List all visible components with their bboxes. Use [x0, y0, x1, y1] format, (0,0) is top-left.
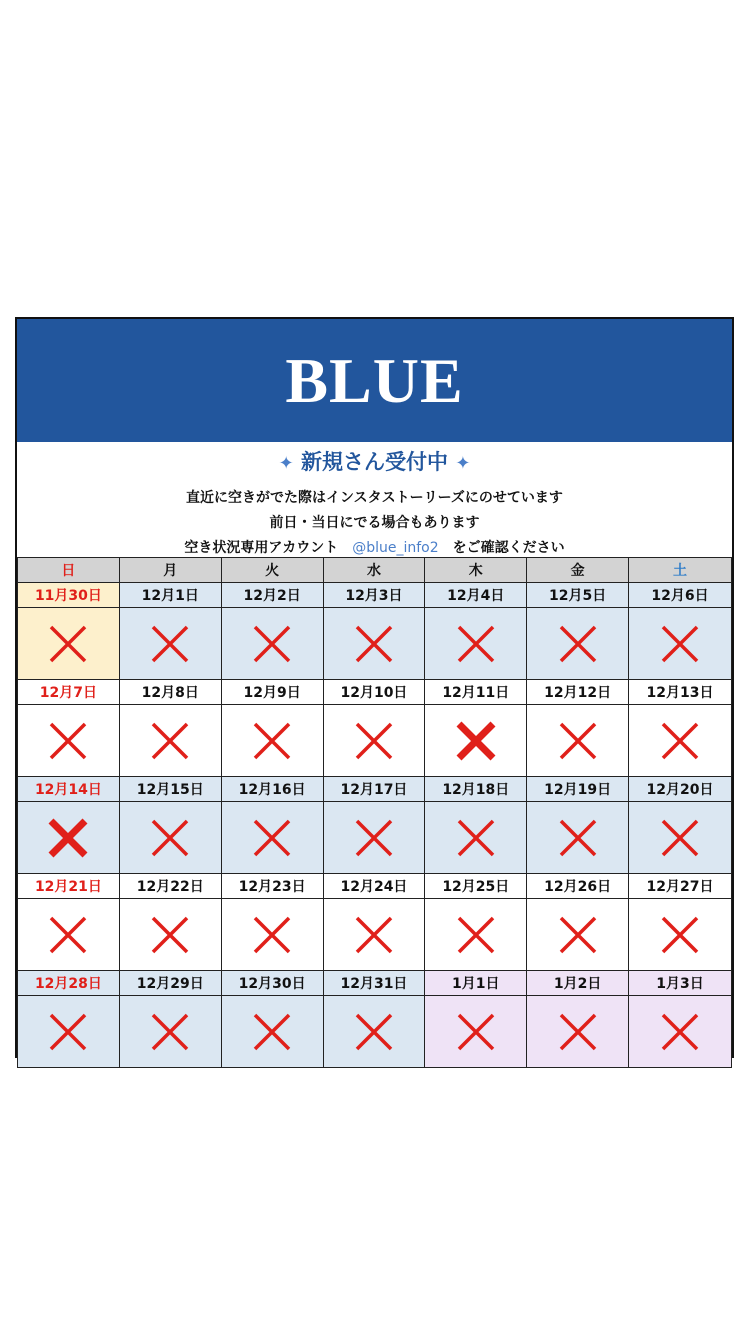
date-row [18, 777, 732, 802]
headline [17, 446, 732, 476]
availability-row [18, 608, 732, 680]
availability-cell [18, 608, 120, 680]
availability-cell [425, 899, 527, 971]
date-cell: 12月4日 [425, 583, 527, 608]
date-cell: 12月24日 [323, 874, 425, 899]
availability-cell [221, 608, 323, 680]
full-x-icon [150, 721, 190, 761]
weekday-sat: 土 [629, 558, 732, 583]
date-cell: 12月17日 [323, 777, 425, 802]
full-x-icon [252, 721, 292, 761]
availability-row [18, 996, 732, 1068]
full-x-icon [354, 818, 394, 858]
date-cell: 12月6日 [629, 583, 732, 608]
notice-line-2: 前日・当日にでる場合もあります [269, 515, 480, 531]
date-cell: 12月16日 [221, 777, 323, 802]
availability-cell [221, 899, 323, 971]
availability-cell [323, 608, 425, 680]
weekday-sun: 日 [18, 558, 120, 583]
date-cell: 12月22日 [119, 874, 221, 899]
availability-cell [221, 996, 323, 1068]
full-x-icon [660, 818, 700, 858]
availability-cell [18, 996, 120, 1068]
availability-cell [425, 608, 527, 680]
sparkle-icon: ✦ [278, 453, 294, 474]
weekday-mon: 月 [119, 558, 221, 583]
date-cell: 12月13日 [629, 680, 732, 705]
date-row [18, 971, 732, 996]
date-cell: 12月11日 [425, 680, 527, 705]
full-x-icon [558, 818, 598, 858]
full-x-icon [354, 915, 394, 955]
date-cell: 1月3日 [629, 971, 732, 996]
date-cell: 11月30日 [18, 583, 120, 608]
full-x-icon [660, 721, 700, 761]
full-x-icon [150, 1012, 190, 1052]
availability-cell [18, 899, 120, 971]
notice-line-1: 直近に空きがでた際はインスタストーリーズにのせています [186, 490, 563, 506]
date-cell: 12月19日 [527, 777, 629, 802]
brand-title: BLUE [285, 344, 464, 416]
date-cell: 12月28日 [18, 971, 120, 996]
availability-cell [323, 705, 425, 777]
availability-cell [527, 608, 629, 680]
schedule-card [15, 317, 734, 1058]
availability-cell [18, 705, 120, 777]
date-cell: 1月1日 [425, 971, 527, 996]
date-cell: 12月12日 [527, 680, 629, 705]
date-cell: 12月1日 [119, 583, 221, 608]
date-cell: 12月31日 [323, 971, 425, 996]
date-cell: 12月30日 [221, 971, 323, 996]
availability-cell [119, 705, 221, 777]
weekday-tue: 火 [221, 558, 323, 583]
full-x-icon [456, 818, 496, 858]
notice-line-3-prefix: 空き状況専用アカウント [184, 540, 339, 556]
date-cell: 12月8日 [119, 680, 221, 705]
full-bold-x-icon [48, 818, 88, 858]
availability-cell [119, 608, 221, 680]
full-x-icon [48, 624, 88, 664]
availability-cell [425, 705, 527, 777]
date-cell: 12月21日 [18, 874, 120, 899]
full-x-icon [456, 915, 496, 955]
date-cell: 12月10日 [323, 680, 425, 705]
full-x-icon [660, 1012, 700, 1052]
notice-panel [17, 442, 732, 557]
date-cell: 12月5日 [527, 583, 629, 608]
availability-cell [629, 899, 732, 971]
availability-cell [119, 996, 221, 1068]
instagram-handle[interactable]: @blue_info2 [352, 540, 439, 556]
full-x-icon [660, 915, 700, 955]
date-row [18, 680, 732, 705]
weekday-thu: 木 [425, 558, 527, 583]
weekday-header-row [18, 558, 732, 583]
full-x-icon [48, 915, 88, 955]
title-banner [17, 319, 732, 442]
full-x-icon [354, 624, 394, 664]
availability-cell [119, 899, 221, 971]
full-x-icon [660, 624, 700, 664]
availability-cell [18, 802, 120, 874]
availability-cell [323, 899, 425, 971]
availability-cell [221, 802, 323, 874]
date-cell: 12月3日 [323, 583, 425, 608]
full-x-icon [48, 721, 88, 761]
full-x-icon [456, 624, 496, 664]
notice-line-3 [17, 537, 732, 557]
availability-cell [323, 802, 425, 874]
weekday-fri: 金 [527, 558, 629, 583]
date-cell: 12月14日 [18, 777, 120, 802]
availability-cell [629, 802, 732, 874]
date-cell: 12月20日 [629, 777, 732, 802]
availability-row [18, 899, 732, 971]
availability-cell [221, 705, 323, 777]
date-cell: 12月7日 [18, 680, 120, 705]
full-x-icon [558, 1012, 598, 1052]
full-x-icon [456, 1012, 496, 1052]
availability-cell [527, 802, 629, 874]
availability-cell [629, 996, 732, 1068]
headline-text: 新規さん受付中 [301, 450, 448, 474]
date-cell: 12月27日 [629, 874, 732, 899]
availability-cell [527, 705, 629, 777]
full-x-icon [252, 818, 292, 858]
date-row [18, 874, 732, 899]
date-row [18, 583, 732, 608]
weekday-wed: 水 [323, 558, 425, 583]
full-x-icon [252, 624, 292, 664]
full-x-icon [48, 1012, 88, 1052]
date-cell: 1月2日 [527, 971, 629, 996]
availability-cell [425, 996, 527, 1068]
date-cell: 12月18日 [425, 777, 527, 802]
full-x-icon [150, 818, 190, 858]
full-x-icon [354, 721, 394, 761]
notice-line-3-suffix: をご確認ください [452, 540, 565, 556]
availability-cell [629, 608, 732, 680]
full-x-icon [252, 915, 292, 955]
date-cell: 12月9日 [221, 680, 323, 705]
date-cell: 12月26日 [527, 874, 629, 899]
availability-cell [425, 802, 527, 874]
availability-cell [629, 705, 732, 777]
date-cell: 12月15日 [119, 777, 221, 802]
full-x-icon [558, 721, 598, 761]
full-x-icon [150, 624, 190, 664]
date-cell: 12月29日 [119, 971, 221, 996]
availability-cell [119, 802, 221, 874]
sparkle-icon: ✦ [455, 453, 471, 474]
availability-row [18, 802, 732, 874]
date-cell: 12月2日 [221, 583, 323, 608]
availability-cell [527, 899, 629, 971]
full-bold-x-icon [456, 721, 496, 761]
full-x-icon [252, 1012, 292, 1052]
date-cell: 12月25日 [425, 874, 527, 899]
availability-cell [323, 996, 425, 1068]
availability-cell [527, 996, 629, 1068]
full-x-icon [558, 624, 598, 664]
full-x-icon [354, 1012, 394, 1052]
availability-row [18, 705, 732, 777]
availability-calendar [17, 557, 732, 1068]
full-x-icon [150, 915, 190, 955]
date-cell: 12月23日 [221, 874, 323, 899]
full-x-icon [558, 915, 598, 955]
